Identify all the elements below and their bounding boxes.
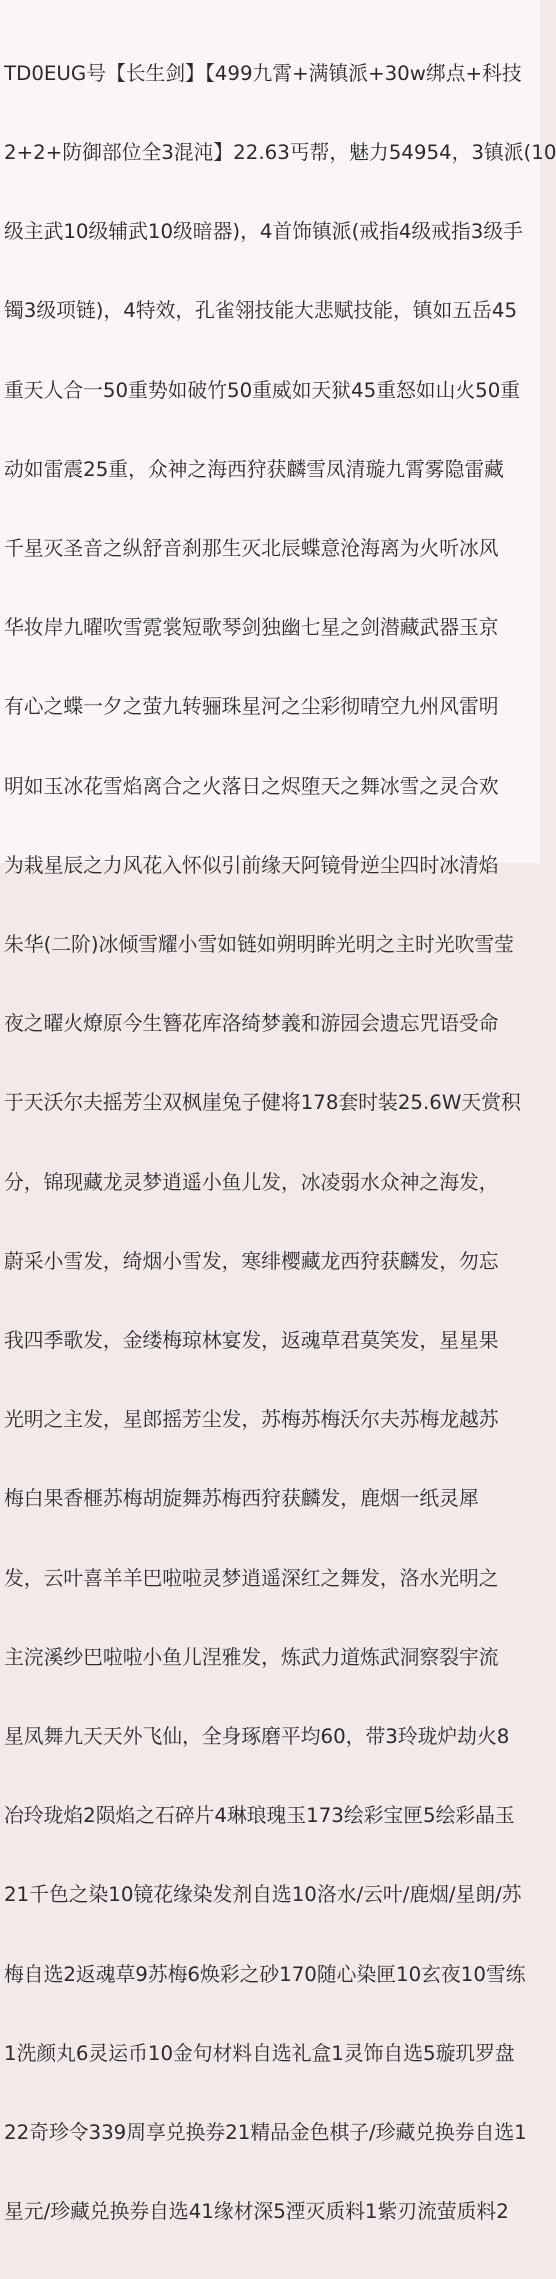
description-line: 21千色之染10镜花缘染发剂自选10洛水/云叶/鹿烟/星朗/苏 — [4, 1883, 522, 1907]
description-line: 重天人合一50重势如破竹50重威如天狱45重怒如山火50重 — [4, 378, 521, 402]
description-line: 光明之主发，星郎摇芳尘发，苏梅苏梅沃尔夫苏梅龙越苏 — [4, 1408, 499, 1432]
description-line: 主浣溪纱巴啦啦小鱼儿涅雅发，炼武力道炼武洞察裂宇流 — [4, 1645, 499, 1669]
description-line: 为栽星辰之力风花入怀似引前缘天阿镜骨逆尘四时冰清焰 — [4, 853, 499, 877]
description-line: 冶玲珑焰2陨焰之石碎片4琳琅瑰玉173绘彩宝匣5绘彩晶玉 — [4, 1804, 515, 1828]
description-line: 梅白果香榧苏梅胡旋舞苏梅西狩获麟发，鹿烟一纸灵犀 — [4, 1487, 479, 1511]
description-line: 梅自选2返魂草9苏梅6焕彩之砂170随心染匣10玄夜10雪练 — [4, 1962, 526, 1986]
description-line: 华妆岸九曜吹雪霓裳短歌琴剑独幽七星之剑潜藏武器玉京 — [4, 616, 499, 640]
description-line: 有心之蝶一夕之萤九转骊珠星河之尘彩彻晴空九州风雷明 — [4, 695, 499, 719]
description-line: 22奇珍令339周享兑换券21精品金色棋子/珍藏兑换券自选1 — [4, 2121, 527, 2145]
description-line: 夜之曜火燎原今生簪花库洛绮梦義和游园会遗忘咒语受命 — [4, 1012, 499, 1036]
description-line: 星凤舞九天天外飞仙，全身琢磨平均60，带3玲珑炉劫火8 — [4, 1725, 510, 1749]
description-line: 明如玉冰花雪焰离合之火落日之烬堕天之舞冰雪之灵合欢 — [4, 774, 499, 798]
description-line: 2+2+防御部位全3混沌】22.63丐帮，魅力54954，3镇派(10 — [4, 141, 556, 165]
description-line: 朱华(二阶)冰倾雪耀小雪如链如朔明眸光明之主时光吹雪莹 — [4, 933, 514, 957]
description-line: 发，云叶喜羊羊巴啦啦灵梦逍遥深红之舞发，洛水光明之 — [4, 1566, 499, 1590]
description-line: 千星灭圣音之纵舒音刹那生灭北辰蝶意沧海离为火听冰风 — [4, 537, 499, 561]
description-line: 我四季歌发，金缕梅琼林宴发，返魂草君莫笑发，星星果 — [4, 1329, 499, 1353]
description-line: 1洗颜丸6灵运币10金句材料自选礼盒1灵饰自选5璇玑罗盘 — [4, 2041, 515, 2065]
description-line: 镯3级项链)，4特效，孔雀翎技能大悲赋技能，镇如五岳45 — [4, 299, 518, 323]
description-line: 动如雷震25重，众神之海西狩获麟雪凤清璇九霄雾隐雷藏 — [4, 457, 504, 481]
description-line: TD0EUG号【长生剑】【499九霄+满镇派+30w绑点+科技 — [4, 61, 522, 85]
description-line: 星元/珍藏兑换券自选41缘材深5湮灭质料1紫刃流萤质料2 — [4, 2200, 509, 2224]
description-line: 级主武10级辅武10级暗器)，4首饰镇派(戒指4级戒指3级手 — [4, 220, 523, 244]
description-line: 分，锦现藏龙灵梦逍遥小鱼儿发，冰凌弱水众神之海发， — [4, 1170, 499, 1194]
listing-description — [4, 8, 556, 2279]
description-line: 蔚采小雪发，绮烟小雪发，寒绯樱藏龙西狩获麟发，勿忘 — [4, 1249, 499, 1273]
description-line: 于天沃尔夫摇芳尘双枫崖兔子健将178套时装25.6W天赏积 — [4, 1091, 521, 1115]
